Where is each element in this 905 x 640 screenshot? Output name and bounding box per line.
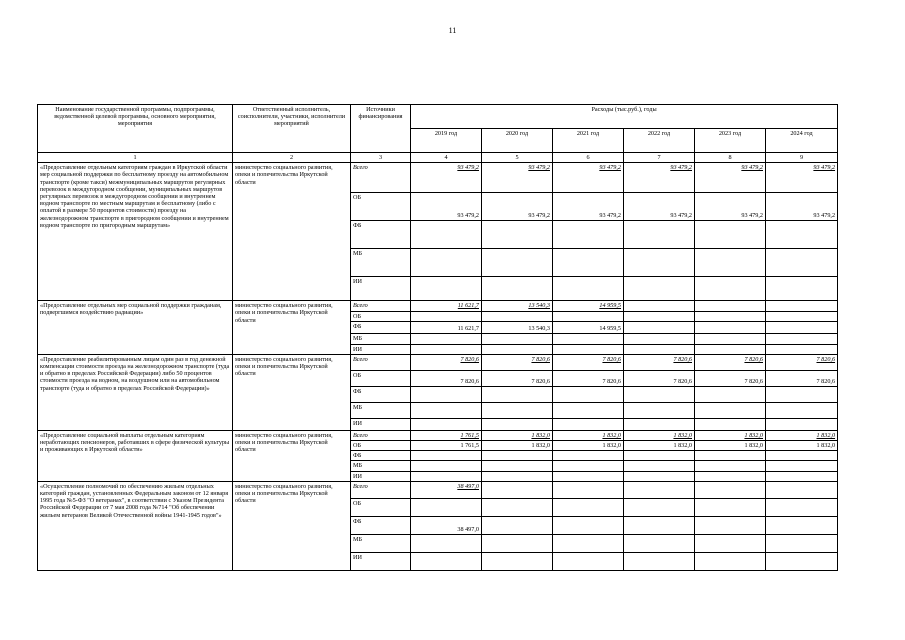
amount-cell [766, 249, 838, 277]
amount-cell [553, 334, 624, 344]
amount-cell [411, 334, 482, 344]
table-row [38, 481, 838, 498]
amount-cell [624, 386, 695, 402]
amount-cell: 14 959,5 [553, 301, 624, 312]
amount-cell [695, 301, 766, 312]
amount-cell [766, 451, 838, 461]
funding-source: Всего [351, 163, 411, 193]
amount-cell [766, 277, 838, 301]
column-number: 3 [351, 153, 411, 163]
table-row [38, 430, 838, 440]
amount-cell [766, 481, 838, 498]
amount-cell [766, 344, 838, 354]
amount-cell [553, 249, 624, 277]
column-number: 6 [553, 153, 624, 163]
amount-cell: 93 479,2 [553, 163, 624, 193]
amount-cell [766, 534, 838, 552]
amount-cell [766, 516, 838, 534]
amount-cell [482, 312, 553, 322]
amount-cell [695, 516, 766, 534]
amount-cell [553, 344, 624, 354]
amount-cell [695, 277, 766, 301]
activity-name: «Предоставление отдельным категориям граждан в Иркутской области мер социальной поддержки по бесплатному проезду на автомобильном транспорте (кроме такси) межмуниципальных маршрутов регулярных перевозок в междугородном сообщении, муниципальных маршрутов регулярных перевозок в междугородном сообщении и внутреннем водном транспорте по местным маршрутам и бесплатному (либо с оплатой в размере 50 процентов стоимости) проезду на железнодорожном транспорте в пригородном сообщении и внутреннем водном транспорте по пригородным маршрутам» [38, 163, 233, 301]
funding-source: ИИ [351, 552, 411, 570]
amount-cell: 11 621,7 [411, 322, 482, 334]
funding-source: ИИ [351, 418, 411, 430]
amount-cell: 1 832,0 [553, 430, 624, 440]
amount-cell [482, 534, 553, 552]
amount-cell [411, 402, 482, 418]
funding-source: ОБ [351, 312, 411, 322]
amount-cell: 1 761,5 [411, 441, 482, 451]
amount-cell [695, 344, 766, 354]
executor: министерство социального развития, опеки и попечительства Иркутской области [233, 354, 351, 430]
amount-cell: 1 832,0 [482, 441, 553, 451]
amount-cell [624, 451, 695, 461]
expenses-table [37, 104, 838, 571]
executor: министерство социального развития, опеки и попечительства Иркутской области [233, 430, 351, 481]
header-year: 2020 год [482, 129, 553, 153]
amount-cell [624, 498, 695, 516]
table-row [38, 163, 838, 193]
amount-cell [624, 552, 695, 570]
funding-source: МБ [351, 334, 411, 344]
funding-source: Всего [351, 430, 411, 440]
header-year: 2019 год [411, 129, 482, 153]
amount-cell [766, 221, 838, 249]
amount-cell: 93 479,2 [624, 163, 695, 193]
executor: министерство социального развития, опеки и попечительства Иркутской области [233, 301, 351, 355]
amount-cell: 7 820,6 [411, 370, 482, 386]
amount-cell: 93 479,2 [766, 193, 838, 221]
amount-cell: 7 820,6 [553, 354, 624, 370]
amount-cell [482, 552, 553, 570]
amount-cell: 1 832,0 [766, 430, 838, 440]
table-row [38, 301, 838, 312]
amount-cell [482, 386, 553, 402]
amount-cell [695, 451, 766, 461]
amount-cell [553, 277, 624, 301]
amount-cell [482, 498, 553, 516]
header-source: Источники финансирования [351, 105, 411, 153]
column-number: 1 [38, 153, 233, 163]
amount-cell [695, 221, 766, 249]
amount-cell: 38 497,0 [411, 516, 482, 534]
amount-cell [624, 344, 695, 354]
amount-cell [482, 451, 553, 461]
header-year: 2023 год [695, 129, 766, 153]
amount-cell [624, 471, 695, 481]
header-year: 2024 год [766, 129, 838, 153]
amount-cell [482, 461, 553, 471]
amount-cell [624, 516, 695, 534]
amount-cell: 93 479,2 [482, 193, 553, 221]
amount-cell [482, 277, 553, 301]
funding-source: Всего [351, 354, 411, 370]
funding-source: МБ [351, 249, 411, 277]
funding-source: ФБ [351, 221, 411, 249]
amount-cell [553, 471, 624, 481]
amount-cell [695, 471, 766, 481]
column-number: 7 [624, 153, 695, 163]
amount-cell [695, 418, 766, 430]
amount-cell [411, 277, 482, 301]
amount-cell [482, 344, 553, 354]
amount-cell [411, 418, 482, 430]
amount-cell [411, 471, 482, 481]
amount-cell [482, 334, 553, 344]
amount-cell [695, 498, 766, 516]
amount-cell [695, 322, 766, 334]
amount-cell [482, 249, 553, 277]
header-executor: Ответственный исполнитель, соисполнители, участники, исполнители мероприятий [233, 105, 351, 153]
amount-cell [553, 418, 624, 430]
amount-cell [624, 312, 695, 322]
amount-cell [624, 277, 695, 301]
amount-cell [766, 471, 838, 481]
amount-cell [766, 312, 838, 322]
amount-cell [553, 461, 624, 471]
amount-cell [695, 534, 766, 552]
amount-cell [553, 451, 624, 461]
amount-cell [482, 481, 553, 498]
amount-cell: 93 479,2 [411, 163, 482, 193]
amount-cell [624, 221, 695, 249]
funding-source: ИИ [351, 471, 411, 481]
amount-cell [766, 418, 838, 430]
funding-source: МБ [351, 534, 411, 552]
amount-cell [411, 312, 482, 322]
amount-cell [695, 402, 766, 418]
amount-cell [553, 221, 624, 249]
amount-cell: 7 820,6 [553, 370, 624, 386]
amount-cell: 1 832,0 [695, 430, 766, 440]
amount-cell [766, 498, 838, 516]
amount-cell [553, 552, 624, 570]
funding-source: ОБ [351, 498, 411, 516]
activity-name: «Осуществление полномочий по обеспечению жильем отдельных категорий граждан, установленных Федеральным законом от 12 января 1995 года №5-ФЗ "О ветеранах", в соответствии с Указом Президента Российской Федерации от 7 мая 2008 года №714 "Об обеспечении жильем ветеранов Великой Отечественной войны 1941-1945 годов"» [38, 481, 233, 570]
amount-cell: 1 832,0 [766, 441, 838, 451]
amount-cell [553, 402, 624, 418]
amount-cell [766, 322, 838, 334]
funding-source: ФБ [351, 451, 411, 461]
header-expenses: Расходы (тыс.руб.), годы [411, 105, 838, 129]
amount-cell [411, 344, 482, 354]
table-row [38, 354, 838, 370]
amount-cell: 7 820,6 [411, 354, 482, 370]
amount-cell [624, 322, 695, 334]
amount-cell [695, 386, 766, 402]
amount-cell [695, 249, 766, 277]
amount-cell [766, 301, 838, 312]
amount-cell [766, 334, 838, 344]
amount-cell: 93 479,2 [695, 163, 766, 193]
column-number: 8 [695, 153, 766, 163]
column-number: 9 [766, 153, 838, 163]
amount-cell [766, 386, 838, 402]
amount-cell [766, 461, 838, 471]
header-name: Наименование государственной программы, подпрограммы, ведомственной целевой программы, основного мероприятия, мероприятия [38, 105, 233, 153]
amount-cell: 93 479,2 [624, 193, 695, 221]
amount-cell [411, 386, 482, 402]
amount-cell [624, 418, 695, 430]
amount-cell [411, 451, 482, 461]
amount-cell [766, 552, 838, 570]
amount-cell: 1 761,5 [411, 430, 482, 440]
amount-cell: 7 820,6 [766, 370, 838, 386]
amount-cell [624, 301, 695, 312]
funding-source: МБ [351, 461, 411, 471]
amount-cell [624, 334, 695, 344]
amount-cell: 93 479,2 [766, 163, 838, 193]
amount-cell [695, 312, 766, 322]
executor: министерство социального развития, опеки и попечительства Иркутской области [233, 163, 351, 301]
amount-cell [482, 471, 553, 481]
column-number: 5 [482, 153, 553, 163]
amount-cell: 93 479,2 [695, 193, 766, 221]
amount-cell: 1 832,0 [624, 430, 695, 440]
amount-cell: 7 820,6 [624, 370, 695, 386]
amount-cell [553, 534, 624, 552]
amount-cell: 1 832,0 [553, 441, 624, 451]
amount-cell [482, 221, 553, 249]
amount-cell [553, 386, 624, 402]
funding-source: ОБ [351, 441, 411, 451]
amount-cell: 7 820,6 [482, 370, 553, 386]
amount-cell: 7 820,6 [766, 354, 838, 370]
funding-source: ИИ [351, 344, 411, 354]
amount-cell: 7 820,6 [482, 354, 553, 370]
amount-cell [624, 534, 695, 552]
amount-cell: 93 479,2 [482, 163, 553, 193]
amount-cell: 1 832,0 [482, 430, 553, 440]
amount-cell [411, 552, 482, 570]
amount-cell: 38 497,0 [411, 481, 482, 498]
amount-cell [624, 481, 695, 498]
amount-cell [411, 249, 482, 277]
funding-source: Всего [351, 301, 411, 312]
amount-cell: 7 820,6 [624, 354, 695, 370]
amount-cell [482, 418, 553, 430]
amount-cell: 7 820,6 [695, 370, 766, 386]
activity-name: «Предоставление отдельных мер социальной поддержки гражданам, подвергшимся воздействию радиации» [38, 301, 233, 355]
funding-source: ФБ [351, 386, 411, 402]
header-year: 2021 год [553, 129, 624, 153]
amount-cell: 93 479,2 [553, 193, 624, 221]
amount-cell [482, 516, 553, 534]
funding-source: ФБ [351, 516, 411, 534]
executor: министерство социального развития, опеки и попечительства Иркутской области [233, 481, 351, 570]
page-number: 11 [448, 26, 457, 35]
amount-cell [411, 221, 482, 249]
amount-cell: 13 540,3 [482, 322, 553, 334]
funding-source: ОБ [351, 370, 411, 386]
amount-cell: 1 832,0 [624, 441, 695, 451]
amount-cell [553, 312, 624, 322]
activity-name: «Предоставление реабилитированным лицам один раз в год денежной компенсации стоимости проезда на железнодорожном транспорте (туда и обратно в пределах Российской Федерации) либо 50 процентов стоимости проезда на водном, на воздушном или на автомобильном транспорте (туда и обратно в пределах Российской Федерации)» [38, 354, 233, 430]
amount-cell: 14 959,5 [553, 322, 624, 334]
amount-cell [553, 481, 624, 498]
activity-name: «Предоставление социальной выплаты отдельным категориям неработающих пенсионеров, работавших в сфере физической культуры и проживающих в Иркутской области» [38, 430, 233, 481]
amount-cell [482, 402, 553, 418]
amount-cell [624, 249, 695, 277]
amount-cell [624, 402, 695, 418]
column-number: 2 [233, 153, 351, 163]
amount-cell [695, 461, 766, 471]
funding-source: ФБ [351, 322, 411, 334]
amount-cell [695, 552, 766, 570]
funding-source: ИИ [351, 277, 411, 301]
funding-source: Всего [351, 481, 411, 498]
amount-cell: 93 479,2 [411, 193, 482, 221]
amount-cell: 13 540,3 [482, 301, 553, 312]
amount-cell [553, 516, 624, 534]
amount-cell [553, 498, 624, 516]
header-year: 2022 год [624, 129, 695, 153]
amount-cell: 7 820,6 [695, 354, 766, 370]
amount-cell [624, 461, 695, 471]
amount-cell [766, 402, 838, 418]
amount-cell [411, 534, 482, 552]
amount-cell [695, 481, 766, 498]
column-number: 4 [411, 153, 482, 163]
funding-source: МБ [351, 402, 411, 418]
amount-cell: 11 621,7 [411, 301, 482, 312]
amount-cell [695, 334, 766, 344]
amount-cell: 1 832,0 [695, 441, 766, 451]
amount-cell [411, 461, 482, 471]
amount-cell [411, 498, 482, 516]
funding-source: ОБ [351, 193, 411, 221]
